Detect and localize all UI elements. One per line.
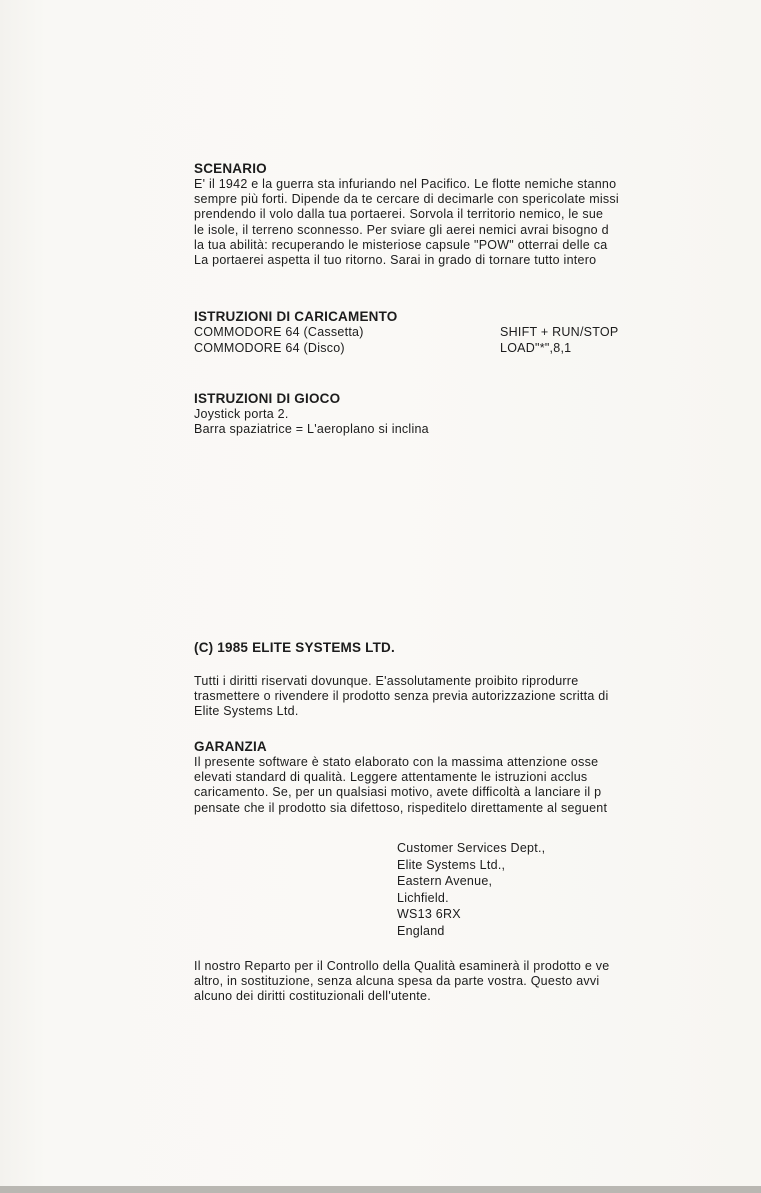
- scenario-line: E' il 1942 e la guerra sta infuriando nel Pacifico. Le flotte nemiche stanno: [194, 177, 617, 191]
- closing-section: [194, 959, 610, 1005]
- address-line: England: [397, 923, 445, 938]
- loading-section: [194, 309, 619, 357]
- scenario-line: prendendo il volo dalla tua portaerei. Sorvola il territorio nemico, le sue: [194, 207, 604, 222]
- closing-line: Il nostro Reparto per il Controllo della Qualità esaminerà il prodotto e ve: [194, 959, 610, 973]
- address-line: Customer Services Dept.,: [397, 841, 546, 855]
- loading-row-label: COMMODORE 64 (Cassetta): [194, 325, 364, 339]
- loading-row: [194, 341, 572, 357]
- scenario-line: le isole, il terreno sconnesso. Per sviare gli aerei nemici avrai bisogno d: [194, 222, 609, 237]
- gameplay-line: Joystick porta 2.: [194, 407, 289, 421]
- scenario-line: La portaerei aspetta il tuo ritorno. Sarai in grado di tornare tutto intero: [194, 253, 597, 268]
- closing-line: alcuno dei diritti costituzionali dell'utente.: [194, 989, 431, 1004]
- address-line: Elite Systems Ltd.,: [397, 857, 506, 872]
- scenario-heading: SCENARIO: [194, 161, 267, 176]
- warranty-section: [194, 739, 607, 816]
- scenario-line: la tua abilità: recuperando le misteriose capsule "POW" otterrai delle ca: [194, 237, 608, 252]
- copyright-line: Tutti i diritti riservati dovunque. E'assolutamente proibito riprodurre: [194, 674, 579, 688]
- closing-line: altro, in sostituzione, senza alcuna spesa da parte vostra. Questo avvi: [194, 974, 600, 989]
- page-bottom-edge: [0, 1186, 761, 1193]
- warranty-line: caricamento. Se, per un qualsiasi motivo, avete difficoltà a lanciare il p: [194, 785, 602, 800]
- warranty-heading: GARANZIA: [194, 739, 267, 754]
- address-line: WS13 6RX: [397, 907, 461, 921]
- gameplay-line: Barra spaziatrice = L'aeroplano si inclina: [194, 422, 429, 437]
- address-line: Lichfield.: [397, 890, 449, 905]
- copyright-line: Elite Systems Ltd.: [194, 704, 299, 719]
- address-block: [397, 840, 545, 939]
- scenario-section: [194, 161, 619, 268]
- loading-heading: ISTRUZIONI DI CARICAMENTO: [194, 309, 398, 324]
- copyright-line: trasmettere o rivendere il prodotto senza previa autorizzazione scritta di: [194, 689, 609, 704]
- loading-row-label: COMMODORE 64 (Disco): [194, 341, 345, 355]
- address-line: Eastern Avenue,: [397, 874, 493, 888]
- loading-row: [194, 325, 619, 341]
- loading-row-command: SHIFT + RUN/STOP: [500, 325, 619, 339]
- loading-row-command: LOAD"*",8,1: [500, 341, 572, 355]
- gameplay-section: [194, 391, 429, 437]
- scenario-line: sempre più forti. Dipende da te cercare di decimarle con spericolate missi: [194, 192, 619, 207]
- copyright-heading: (C) 1985 ELITE SYSTEMS LTD.: [194, 640, 395, 655]
- warranty-line: pensate che il prodotto sia difettoso, rispeditelo direttamente al seguent: [194, 800, 608, 815]
- warranty-line: elevati standard di qualità. Leggere attentamente le istruzioni acclus: [194, 770, 588, 785]
- copyright-section: [194, 640, 609, 720]
- gameplay-heading: ISTRUZIONI DI GIOCO: [194, 391, 341, 406]
- warranty-line: Il presente software è stato elaborato con la massima attenzione osse: [194, 755, 599, 769]
